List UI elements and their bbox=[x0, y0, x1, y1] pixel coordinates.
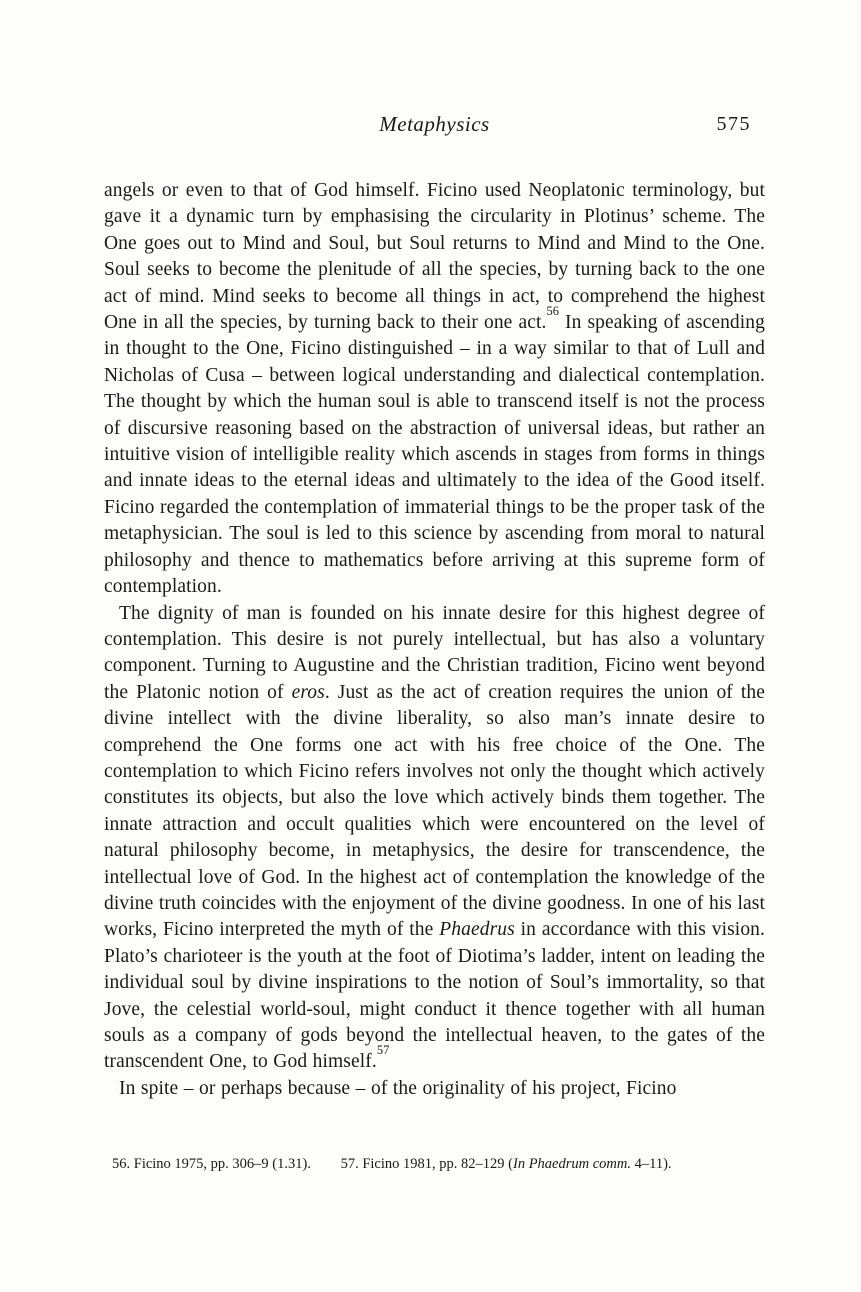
footnote bbox=[112, 1156, 311, 1172]
paragraph bbox=[104, 178, 765, 601]
footnote bbox=[341, 1156, 672, 1172]
running-head bbox=[104, 112, 765, 140]
text-run: in accordance with this vision. Plato’s charioteer is the youth at the foot of Diotima’s ladder, intent on leading the individual soul by divine inspirations to the notion of Soul’s immortality, so that Jove, the celestial world-soul, might conduct it thence together with all human souls as a company of gods beyond the intellectual heaven, to the gates of the transcendent One, to God himself. bbox=[104, 919, 765, 1073]
page-content bbox=[104, 112, 765, 1102]
paragraph bbox=[104, 1076, 765, 1102]
paragraph bbox=[104, 601, 765, 1076]
italic-text: Phaedrus bbox=[439, 919, 515, 941]
text-run: In speaking of ascending in thought to the One, Ficino distinguished – in a way similar to that of Lull and Nicholas of Cusa – between logical understanding and dialectical contemplation. The thought by which the human soul is able to transcend itself is not the process of discursive reasoning based on the abstraction of universal ideas, but rather an intuitive vision of intelligible reality which ascends in stages from forms in things and innate ideas to the eternal ideas and ultimately to the idea of the Good itself. Ficino regarded the contemplation of immaterial things to be the proper task of the metaphysician. The soul is led to this science by ascending from moral to natural philosophy and thence to mathematics before arriving at this supreme form of contemplation. bbox=[104, 312, 765, 598]
text-run: The dignity of man is founded on his innate desire for this highest degree of contemplation. This desire is not purely intellectual, but has also a voluntary component. Turning to Augustine and the Christian tradition, Ficino went beyond the Platonic notion of bbox=[104, 602, 765, 703]
page-number: 575 bbox=[716, 113, 751, 135]
footnotes bbox=[104, 1155, 776, 1174]
text-run: 57. Ficino 1981, pp. 82–129 ( bbox=[340, 1156, 513, 1172]
running-title: Metaphysics bbox=[379, 112, 490, 136]
text-run: angels or even to that of God himself. Ficino used Neoplatonic terminology, but gave it a dynamic turn by emphasising the circularity in Plotinus’ scheme. The One goes out to Mind and Soul, but Soul returns to Mind and Mind to the One. Soul seeks to become the plenitude of all the species, by turning back to the one act of mind. Mind seeks to become all things in act, to comprehend the highest One in all the species, by turning back to their one act. bbox=[104, 180, 765, 334]
italic-text: eros bbox=[291, 681, 325, 703]
text-run: 56. Ficino 1975, pp. 306–9 (1.31). bbox=[112, 1156, 311, 1172]
text-run: In spite – or perhaps because – of the originality of his project, Ficino bbox=[119, 1077, 677, 1099]
footnote-reference: 57 bbox=[376, 1042, 390, 1057]
text-run: 4–11). bbox=[630, 1156, 672, 1172]
italic-text: In Phaedrum comm. bbox=[512, 1156, 631, 1172]
footnote-reference: 56 bbox=[546, 303, 559, 318]
body-text bbox=[104, 178, 765, 1102]
text-run: . Just as the act of creation requires the union of the divine intellect with the divine liberality, so also man’s innate desire to comprehend the One forms one act with his free choice of the One. The contemplation to which Ficino refers involves not only the thought which actively constitutes its objects, but also the love which actively binds them together. The innate attraction and occult qualities which were encountered on the level of natural philosophy become, in metaphysics, the desire for transcendence, the intellectual love of God. In the highest act of contemplation the knowledge of the divine truth coincides with the enjoyment of the divine goodness. In one of his last works, Ficino interpreted the myth of the bbox=[104, 681, 765, 941]
